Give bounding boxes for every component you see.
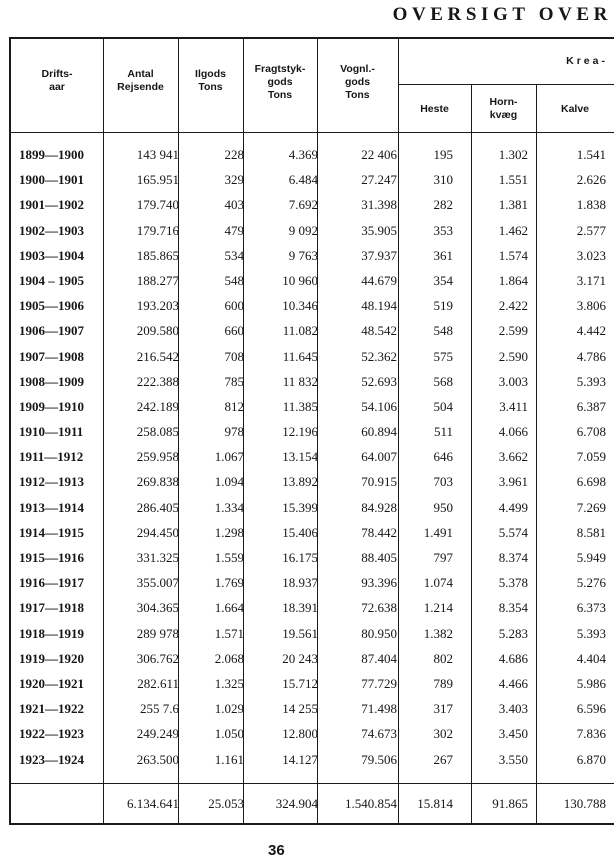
wagon-goods-cell: 31.398 [361, 197, 397, 213]
year-cell: 1916—1917 [19, 575, 84, 591]
year-cell: 1914—1915 [19, 524, 84, 540]
piece-goods-cell: 11.082 [282, 323, 318, 339]
calves-cell: 6.373 [576, 600, 606, 616]
passengers-cell: 188.277 [136, 272, 179, 288]
year-cell: 1913—1914 [19, 499, 84, 515]
year-cell: 1899—1900 [19, 147, 84, 162]
year-cell: 1905—1906 [19, 298, 84, 314]
express-goods-cell: 1.769 [214, 575, 244, 591]
year-cell: 1917—1918 [19, 600, 84, 616]
year-cell: 1907—1908 [19, 348, 84, 364]
piece-goods-cell: 4.369 [288, 147, 318, 162]
cattle-cell: 4.686 [498, 650, 528, 666]
horses-cell: 1.214 [423, 600, 453, 616]
header-year: Drifts- aar [41, 68, 73, 93]
horses-cell: 282 [433, 197, 453, 213]
wagon-goods-cell: 54.106 [361, 398, 397, 414]
cattle-cell: 8.374 [498, 550, 528, 565]
cattle-cell: 2.590 [498, 348, 528, 364]
total-piece-goods: 324.904 [275, 796, 318, 811]
express-goods-cell: 1.664 [214, 600, 244, 616]
calves-cell: 6.698 [576, 474, 606, 490]
cattle-cell: 3.450 [498, 726, 528, 742]
piece-goods-cell: 10.346 [282, 298, 318, 314]
express-goods-cell: 403 [224, 197, 244, 213]
piece-goods-cell: 15.406 [282, 524, 318, 540]
year-cell: 1910—1911 [19, 424, 84, 440]
table-row [11, 621, 614, 646]
horses-cell: 511 [433, 424, 453, 440]
express-goods-cell: 785 [224, 373, 244, 389]
cattle-cell: 1.381 [498, 197, 528, 213]
table-row [11, 192, 614, 217]
cattle-cell: 3.662 [498, 449, 528, 465]
calves-cell: 7.836 [576, 726, 606, 742]
wagon-goods-cell: 72.638 [361, 600, 397, 616]
table-row [11, 243, 614, 268]
table-row [11, 469, 614, 494]
cattle-cell: 3.003 [498, 373, 528, 389]
header-piece-goods: Fragtstyk- gods Tons [254, 62, 306, 101]
cattle-cell: 8.354 [498, 600, 528, 616]
wagon-goods-cell: 80.950 [361, 625, 397, 641]
year-cell: 1921—1922 [19, 701, 84, 717]
passengers-cell: 216.542 [136, 348, 179, 364]
running-title: OVERSIGT OVER [392, 4, 612, 25]
statistics-table [9, 37, 614, 825]
passengers-cell: 331.325 [136, 550, 179, 565]
piece-goods-cell: 14 255 [282, 701, 318, 717]
table-row [11, 747, 614, 772]
year-cell: 1915—1916 [19, 550, 84, 565]
piece-goods-cell: 13.892 [282, 474, 318, 490]
horses-cell: 195 [433, 147, 453, 162]
express-goods-cell: 548 [224, 272, 244, 288]
calves-cell: 4.786 [576, 348, 606, 364]
cattle-cell: 3.403 [498, 701, 528, 717]
table-row [11, 142, 614, 167]
header-passengers: Antal Rejsende [117, 68, 164, 93]
calves-cell: 4.404 [576, 650, 606, 666]
express-goods-cell: 479 [224, 222, 244, 238]
header-horses: Heste [420, 102, 449, 115]
year-cell: 1922—1923 [19, 726, 84, 742]
horses-cell: 950 [433, 499, 453, 515]
wagon-goods-cell: 64.007 [361, 449, 397, 465]
express-goods-cell: 812 [224, 398, 244, 414]
piece-goods-cell: 20 243 [282, 650, 318, 666]
express-goods-cell: 708 [224, 348, 244, 364]
horses-cell: 548 [433, 323, 453, 339]
wagon-goods-cell: 22 406 [361, 147, 397, 162]
passengers-cell: 179.716 [136, 222, 179, 238]
horses-cell: 519 [433, 298, 453, 314]
table-row [11, 394, 614, 419]
wagon-goods-cell: 44.679 [361, 272, 397, 288]
express-goods-cell: 2.068 [214, 650, 244, 666]
express-goods-cell: 600 [224, 298, 244, 314]
passengers-cell: 185.865 [136, 247, 179, 263]
wagon-goods-cell: 60.894 [361, 424, 397, 440]
passengers-cell: 289 978 [136, 625, 179, 641]
cattle-cell: 1.551 [498, 172, 528, 188]
page-number: 36 [268, 842, 285, 859]
express-goods-cell: 1.298 [214, 524, 244, 540]
calves-cell: 6.387 [576, 398, 606, 414]
horses-cell: 797 [433, 550, 453, 565]
cattle-cell: 5.283 [498, 625, 528, 641]
totals-row [11, 784, 614, 824]
horses-cell: 1.074 [423, 575, 453, 591]
horses-cell: 575 [433, 348, 453, 364]
year-cell: 1903—1904 [19, 247, 84, 263]
table-row [11, 293, 614, 318]
piece-goods-cell: 11.385 [282, 398, 318, 414]
total-wagon-goods: 1.540.854 [345, 796, 397, 811]
horses-cell: 568 [433, 373, 453, 389]
calves-cell: 5.276 [576, 575, 606, 591]
piece-goods-cell: 12.196 [282, 424, 318, 440]
passengers-cell: 179.740 [136, 197, 179, 213]
horses-cell: 1.491 [423, 524, 453, 540]
piece-goods-cell: 12.800 [282, 726, 318, 742]
year-cell: 1904 – 1905 [19, 272, 84, 288]
wagon-goods-cell: 37.937 [361, 247, 397, 263]
year-cell: 1919—1920 [19, 650, 84, 666]
year-cell: 1911—1912 [19, 449, 84, 465]
wagon-goods-cell: 93.396 [361, 575, 397, 591]
express-goods-cell: 660 [224, 323, 244, 339]
cattle-cell: 1.574 [498, 247, 528, 263]
header-cattle: Horn- kvæg [489, 96, 518, 121]
year-cell: 1900—1901 [19, 172, 84, 188]
cattle-cell: 1.462 [498, 222, 528, 238]
express-goods-cell: 534 [224, 247, 244, 263]
table-row [11, 167, 614, 192]
wagon-goods-cell: 77.729 [361, 675, 397, 691]
express-goods-cell: 1.325 [214, 675, 244, 691]
wagon-goods-cell: 70.915 [361, 474, 397, 490]
express-goods-cell: 1.559 [214, 550, 244, 565]
calves-cell: 1.838 [576, 197, 606, 213]
passengers-cell: 242.189 [136, 398, 179, 414]
wagon-goods-cell: 52.362 [361, 348, 397, 364]
passengers-cell: 263.500 [136, 751, 179, 767]
calves-cell: 5.986 [576, 675, 606, 691]
horses-cell: 353 [433, 222, 453, 238]
passengers-cell: 165.951 [136, 172, 179, 188]
table-row [11, 646, 614, 671]
table-row [11, 419, 614, 444]
horses-cell: 302 [433, 726, 453, 742]
calves-cell: 5.393 [576, 625, 606, 641]
express-goods-cell: 1.571 [214, 625, 244, 641]
header-rule [11, 132, 614, 133]
table-row [11, 545, 614, 570]
header-wagon-goods: Vognl.- gods Tons [340, 62, 375, 101]
horses-cell: 504 [433, 398, 453, 414]
passengers-cell: 209.580 [136, 323, 179, 339]
passengers-cell: 258.085 [136, 424, 179, 440]
express-goods-cell: 978 [224, 424, 244, 440]
table-row [11, 344, 614, 369]
year-cell: 1901—1902 [19, 197, 84, 213]
horses-cell: 646 [433, 449, 453, 465]
horses-cell: 354 [433, 272, 453, 288]
cattle-cell: 4.499 [498, 499, 528, 515]
piece-goods-cell: 13.154 [282, 449, 318, 465]
wagon-goods-cell: 27.247 [361, 172, 397, 188]
calves-cell: 5.393 [576, 373, 606, 389]
cattle-cell: 4.066 [498, 424, 528, 440]
cattle-cell: 3.550 [498, 751, 528, 767]
table-row [11, 318, 614, 343]
piece-goods-cell: 18.937 [282, 575, 318, 591]
express-goods-cell: 228 [224, 147, 244, 162]
table-row [11, 721, 614, 746]
horses-cell: 703 [433, 474, 453, 490]
calves-cell: 6.870 [576, 751, 606, 767]
total-express-goods: 25.053 [208, 796, 244, 811]
year-cell: 1923—1924 [19, 751, 84, 767]
header-livestock-group: Krea- [566, 55, 608, 67]
piece-goods-cell: 15.712 [282, 675, 318, 691]
header-calves: Kalve [560, 102, 590, 115]
horses-cell: 317 [433, 701, 453, 717]
table-body [11, 142, 614, 772]
calves-cell: 4.442 [576, 323, 606, 339]
passengers-cell: 193.203 [136, 298, 179, 314]
passengers-cell: 294.450 [136, 524, 179, 540]
header-express-goods: Ilgods Tons [195, 68, 226, 93]
calves-cell: 3.171 [576, 272, 606, 288]
total-cattle: 91.865 [492, 796, 528, 811]
passengers-cell: 282.611 [137, 675, 179, 691]
piece-goods-cell: 9 763 [288, 247, 318, 263]
horses-cell: 267 [433, 751, 453, 767]
piece-goods-cell: 14.127 [282, 751, 318, 767]
wagon-goods-cell: 79.506 [361, 751, 397, 767]
express-goods-cell: 1.161 [214, 751, 244, 767]
passengers-cell: 306.762 [136, 650, 179, 666]
passengers-cell: 222.388 [136, 373, 179, 389]
passengers-cell: 249.249 [136, 726, 179, 742]
passengers-cell: 143 941 [136, 147, 179, 162]
cattle-cell: 4.466 [498, 675, 528, 691]
year-cell: 1912—1913 [19, 474, 84, 490]
piece-goods-cell: 7.692 [288, 197, 318, 213]
calves-cell: 6.708 [576, 424, 606, 440]
table-row [11, 495, 614, 520]
year-cell: 1920—1921 [19, 675, 84, 691]
wagon-goods-cell: 74.673 [361, 726, 397, 742]
express-goods-cell: 1.094 [214, 474, 244, 490]
passengers-cell: 286.405 [136, 499, 179, 515]
piece-goods-cell: 6.484 [288, 172, 318, 188]
calves-cell: 7.059 [576, 449, 606, 465]
express-goods-cell: 1.067 [214, 449, 244, 465]
total-calves: 130.788 [563, 796, 606, 811]
express-goods-cell: 1.050 [214, 726, 244, 742]
table-row [11, 520, 614, 545]
piece-goods-cell: 19.561 [282, 625, 318, 641]
year-cell: 1902—1903 [19, 222, 84, 238]
wagon-goods-cell: 87.404 [361, 650, 397, 666]
calves-cell: 2.626 [576, 172, 606, 188]
calves-cell: 5.949 [576, 550, 606, 565]
piece-goods-cell: 15.399 [282, 499, 318, 515]
table-row [11, 218, 614, 243]
calves-cell: 3.806 [576, 298, 606, 314]
piece-goods-cell: 10 960 [282, 272, 318, 288]
wagon-goods-cell: 71.498 [361, 701, 397, 717]
piece-goods-cell: 11 832 [282, 373, 318, 389]
horses-cell: 802 [433, 650, 453, 666]
table-row [11, 671, 614, 696]
cattle-cell: 5.574 [498, 524, 528, 540]
year-cell: 1908—1909 [19, 373, 84, 389]
calves-cell: 6.596 [576, 701, 606, 717]
wagon-goods-cell: 35.905 [361, 222, 397, 238]
passengers-cell: 269.838 [136, 474, 179, 490]
horses-cell: 361 [433, 247, 453, 263]
calves-cell: 2.577 [576, 222, 606, 238]
total-horses: 15.814 [417, 796, 453, 811]
passengers-cell: 304.365 [136, 600, 179, 616]
cattle-cell: 2.422 [498, 298, 528, 314]
wagon-goods-cell: 52.693 [361, 373, 397, 389]
cattle-cell: 3.961 [498, 474, 528, 490]
cattle-cell: 5.378 [498, 575, 528, 591]
calves-cell: 8.581 [576, 524, 606, 540]
table-row [11, 696, 614, 721]
calves-cell: 7.269 [576, 499, 606, 515]
table-row [11, 570, 614, 595]
year-cell: 1918—1919 [19, 625, 84, 641]
year-cell: 1906—1907 [19, 323, 84, 339]
table-row [11, 444, 614, 469]
wagon-goods-cell: 48.194 [361, 298, 397, 314]
express-goods-cell: 1.334 [214, 499, 244, 515]
table-row [11, 595, 614, 620]
year-cell: 1909—1910 [19, 398, 84, 414]
passengers-cell: 355.007 [136, 575, 179, 591]
express-goods-cell: 329 [224, 172, 244, 188]
table-row [11, 268, 614, 293]
cattle-cell: 2.599 [498, 323, 528, 339]
passengers-cell: 259.958 [136, 449, 179, 465]
cattle-cell: 1.864 [498, 272, 528, 288]
total-passengers: 6.134.641 [127, 796, 179, 811]
table-row [11, 369, 614, 394]
wagon-goods-cell: 84.928 [361, 499, 397, 515]
wagon-goods-cell: 88.405 [361, 550, 397, 565]
calves-cell: 3.023 [576, 247, 606, 263]
piece-goods-cell: 16.175 [282, 550, 318, 565]
express-goods-cell: 1.029 [214, 701, 244, 717]
piece-goods-cell: 18.391 [282, 600, 318, 616]
calves-cell: 1.541 [576, 147, 606, 162]
piece-goods-cell: 11.645 [282, 348, 318, 364]
piece-goods-cell: 9 092 [288, 222, 318, 238]
horses-cell: 310 [433, 172, 453, 188]
horses-cell: 1.382 [423, 625, 453, 641]
subheader-rule [398, 84, 614, 85]
wagon-goods-cell: 48.542 [361, 323, 397, 339]
passengers-cell: 255 7.6 [140, 701, 179, 717]
cattle-cell: 1.302 [498, 147, 528, 162]
cattle-cell: 3.411 [499, 398, 528, 414]
horses-cell: 789 [433, 675, 453, 691]
wagon-goods-cell: 78.442 [361, 524, 397, 540]
